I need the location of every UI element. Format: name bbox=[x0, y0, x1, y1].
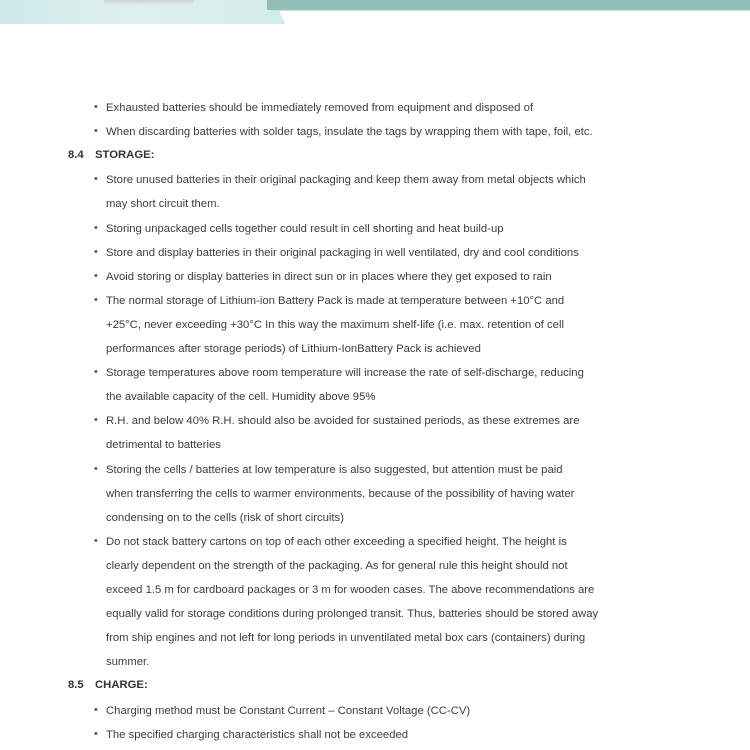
section-8-4-bullet-text: Storing the cells / batteries at low temperature is also suggested, but attention must be paid bbox=[106, 463, 563, 476]
section-8-4-bullet-text: The normal storage of Lithium-ion Battery Pack is made at temperature between +10°C and bbox=[106, 294, 565, 307]
section-8-4-bullet-text: may short circuit them. bbox=[106, 198, 220, 211]
disposal-bullet-text: When discarding batteries with solder tags, insulate the tags by wrapping them with tape, foil, etc. bbox=[106, 126, 593, 139]
section-number: 8.4 bbox=[68, 149, 84, 162]
bullet-icon: • bbox=[94, 727, 98, 740]
section-8-4-bullet-text: Store and display batteries in their original packaging in well ventilated, dry and cool conditions bbox=[106, 246, 579, 259]
section-8-4-bullet-text: summer. bbox=[106, 656, 150, 669]
section-8-4-bullet-text: exceed 1.5 m for cardboard packages or 3 m for wooden cases. The above recommendations are bbox=[106, 584, 595, 596]
section-title: CHARGE: bbox=[95, 679, 148, 692]
bullet-icon: • bbox=[94, 245, 98, 258]
disposal-bullet-text: Exhausted batteries should be immediately removed from equipment and disposed of bbox=[106, 102, 534, 114]
bullet-icon: • bbox=[94, 534, 98, 547]
section-8-4-bullet-text: clearly dependent on the strength of the packaging. As for general rule this height should not bbox=[106, 559, 568, 572]
section-8-4-bullet-text: +25°C, never exceeding +30°C In this way the maximum shelf-life (i.e. max. retention of cell bbox=[106, 318, 564, 331]
bullet-icon: • bbox=[94, 293, 98, 306]
header-divider bbox=[270, 10, 750, 11]
header-product-image bbox=[104, 0, 194, 5]
section-8-4-bullet-text: from ship engines and not left for long periods in unventilated metal box cars (containers) during bbox=[106, 632, 586, 645]
section-8-4-bullet-text: Storing unpackaged cells together could result in cell shorting and heat build-up bbox=[106, 222, 504, 235]
header-title-bar bbox=[267, 0, 750, 10]
bullet-icon: • bbox=[94, 269, 98, 282]
bullet-icon: • bbox=[94, 101, 98, 113]
section-8-5-bullet-text: Charging method must be Constant Current – Constant Voltage (CC-CV) bbox=[106, 704, 471, 717]
bullet-icon: • bbox=[94, 221, 98, 234]
bullet-icon: • bbox=[94, 703, 98, 716]
bullet-icon: • bbox=[94, 366, 98, 379]
section-8-4-bullet-text: condensing on to the cells (risk of short circuits) bbox=[106, 511, 344, 524]
bullet-icon: • bbox=[94, 414, 98, 427]
section-8-4-bullet-text: R.H. and below 40% R.H. should also be avoided for sustained periods, as these extremes are bbox=[106, 415, 580, 428]
section-8-5-bullet-text: The specified charging characteristics shall not be exceeded bbox=[106, 728, 409, 741]
section-8-4-bullet-text: Storage temperatures above room temperature will increase the rate of self-discharge, reducing bbox=[106, 367, 584, 380]
bullet-icon: • bbox=[94, 173, 98, 186]
page-header-banner bbox=[0, 0, 750, 24]
section-8-4-bullet-text: Do not stack battery cartons on top of each other exceeding a specified height. The height is bbox=[106, 535, 567, 548]
section-8-4-bullet-text: equally valid for storage conditions during prolonged transit. Thus, batteries should be stored away bbox=[106, 608, 599, 621]
section-8-4-bullet-text: detrimental to batteries bbox=[106, 439, 221, 452]
section-8-4-bullet-text: the available capacity of the cell. Humidity above 95% bbox=[106, 391, 376, 404]
section-8-4-bullet-text: Avoid storing or display batteries in direct sun or in places where they get exposed to rain bbox=[106, 270, 552, 283]
section-8-4-bullet-text: Store unused batteries in their original packaging and keep them away from metal objects which bbox=[106, 174, 586, 187]
bullet-icon: • bbox=[94, 125, 98, 138]
section-8-4-bullet-text: performances after storage periods) of Lithium-IonBattery Pack is achieved bbox=[106, 343, 481, 355]
bullet-icon: • bbox=[94, 462, 98, 475]
section-8-4-bullet-text: when transferring the cells to warmer environments, because of the possibility of having water bbox=[106, 487, 575, 500]
section-number: 8.5 bbox=[68, 679, 84, 692]
section-title: STORAGE: bbox=[95, 149, 155, 162]
